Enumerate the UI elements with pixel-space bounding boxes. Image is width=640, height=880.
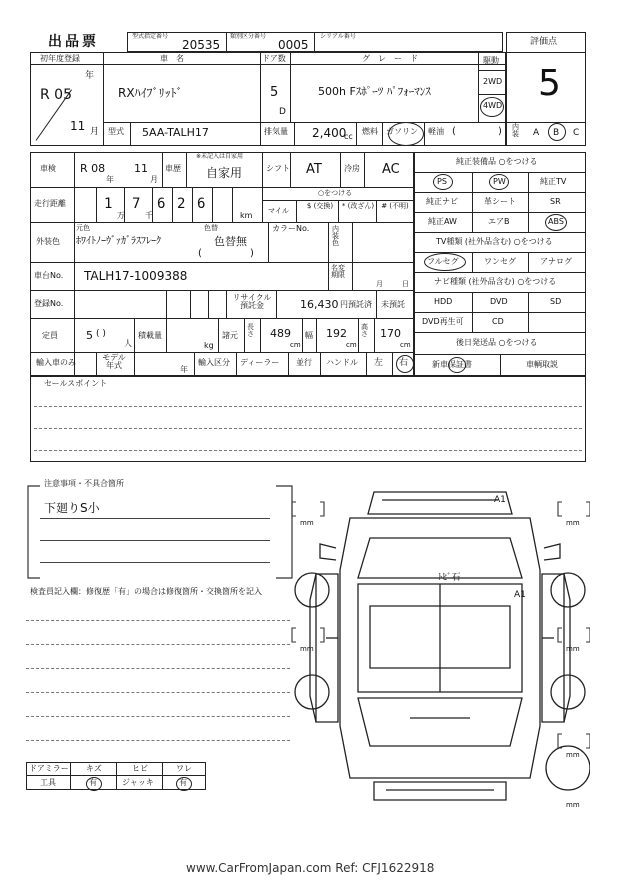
recycle-status: 円預託済	[340, 300, 372, 309]
ac-value: AC	[382, 162, 400, 177]
equip-ps-circle	[433, 174, 453, 190]
equip-tv: 純正TV	[540, 177, 567, 186]
color-change-value: 色替無	[214, 235, 247, 248]
mileage-digit-1: 1	[104, 196, 113, 212]
color-orig-label: 元色	[76, 224, 90, 232]
tread-mm-5: mm	[566, 751, 580, 759]
first-reg-era: R 05	[40, 87, 72, 103]
mile-label: マイル	[268, 207, 289, 215]
interior-color-label: 内装色	[332, 225, 339, 247]
displacement-label: 排気量	[264, 127, 288, 136]
inspector-note: 検査員記入欄：修復歴「有」の場合は修復箇所・交換箇所を記入	[30, 587, 262, 596]
car-name: RXﾊｲﾌﾞﾘｯﾄﾞ	[118, 86, 183, 100]
docs-warranty-circle	[448, 357, 466, 373]
tread-mm-1: mm	[300, 519, 314, 527]
month-unit: 月	[90, 127, 100, 137]
footer-ref: www.CarFromJapan.com Ref: CFJ1622918	[186, 861, 435, 875]
door-label: ドア数	[262, 54, 286, 63]
name-change-label: 名変期限	[331, 264, 345, 279]
import-class-label: 輸入区分	[198, 358, 230, 367]
mileage-label: 走行距離	[34, 199, 66, 208]
legend-scratch: キズ	[86, 764, 102, 773]
tv-oneseg: ワンセグ	[484, 257, 516, 266]
tread-mm-2: mm	[566, 519, 580, 527]
width-label: 幅	[305, 331, 313, 340]
navi-dvd: DVD	[490, 297, 508, 306]
navi-hdd: HDD	[434, 297, 453, 306]
capacity-label: 定員	[42, 331, 58, 340]
import-label: 輸入車のみ	[36, 358, 76, 367]
color-no-label: カラーNo.	[272, 224, 310, 233]
drive-4wd: 4WD	[483, 101, 503, 110]
man-unit: 万	[117, 211, 125, 220]
equip-pw: PW	[493, 177, 506, 186]
exchange-label: $ (交換)	[306, 202, 334, 210]
mileage-digit-5: 6	[197, 196, 206, 212]
sen-unit: 千	[145, 211, 153, 220]
legend-tool-yes: 有	[89, 778, 97, 787]
interior-b-circle	[548, 123, 566, 141]
inspection-era: R 08	[80, 162, 106, 175]
mileage-digit-2: 7	[132, 196, 141, 212]
door-count: 5	[270, 85, 279, 100]
import-parallel: 並行	[296, 358, 312, 367]
reg-no-label: 登録No.	[34, 299, 64, 308]
equip-navi: 純正ナビ	[426, 197, 458, 206]
import-dealer: ディーラー	[240, 358, 280, 367]
notes-bracket	[24, 479, 296, 582]
notes-title: 注意事項・不具合箇所	[44, 479, 124, 488]
tv-fullseg-circle	[424, 253, 466, 271]
history-value: 自家用	[206, 166, 243, 180]
tv-title: TV種類 (社外品含む) ○をつける	[436, 237, 553, 246]
legend-jack: ジャッキ	[122, 778, 154, 787]
ac-label: 冷房	[344, 164, 360, 173]
fuel-value: ガソリン	[386, 127, 418, 136]
not-deposited: 未預託	[381, 300, 405, 309]
unknown-label: # (不明)	[381, 202, 409, 210]
width-unit: cm	[346, 341, 357, 349]
color-change-label: 色替	[204, 224, 218, 232]
chassis-label: 車台No.	[34, 271, 64, 280]
car-damage-diagram	[290, 478, 590, 808]
tv-fullseg: フルセグ	[427, 257, 459, 266]
light-oil-label: 軽油	[428, 127, 444, 136]
mileage-digit-3: 6	[157, 196, 166, 212]
equip-abs-circle	[545, 214, 567, 231]
class-no-label: 類別区分番号	[230, 33, 267, 40]
drive-4wd-circle	[480, 97, 504, 117]
drive-label: 駆動	[483, 56, 499, 65]
recycle-amount: 16,430	[300, 298, 339, 311]
legend-crack: ヒビ	[132, 764, 148, 773]
sales-points-label: セールスポイント	[44, 379, 108, 388]
tread-mm-3: mm	[300, 645, 314, 653]
damage-mark-a1-top: A1	[494, 495, 506, 505]
legend-jack-circle	[176, 777, 192, 791]
mileage-circle-note: ○をつける	[318, 189, 353, 197]
car-name-label: 車 名	[160, 54, 184, 63]
name-change-day: 日	[402, 280, 409, 288]
mileage-digit-4: 2	[177, 196, 186, 212]
name-change-month: 月	[376, 280, 383, 288]
fuel-circle	[388, 122, 424, 146]
serial-no-label: シリアル番号	[320, 33, 356, 40]
damage-mark-stone: ﾄﾋﾞ石	[438, 573, 461, 583]
inspection-month: 11	[134, 162, 148, 175]
interior-a: A	[533, 128, 540, 138]
navi-sd: SD	[550, 297, 562, 306]
tread-mm-6: mm	[566, 801, 580, 809]
docs-warranty: 新車保証書	[432, 360, 472, 369]
first-reg-month: 11	[70, 119, 86, 133]
equip-sr: SR	[550, 197, 561, 206]
color-label: 外装色	[36, 237, 60, 246]
equip-leather: 革シート	[484, 197, 516, 206]
equip-airbag: エアB	[488, 217, 510, 226]
docs-manual: 車輌取説	[526, 360, 558, 369]
shift-value: AT	[306, 162, 322, 177]
equip-aw: 純正AW	[428, 217, 457, 226]
class-no: 0005	[278, 38, 309, 52]
navi-title: ナビ種類 (社外品含む) ○をつける	[434, 277, 557, 286]
grade-value: 500h Fｽﾎﾟｰﾂ ﾊﾟﾌｫｰﾏﾝｽ	[318, 85, 431, 98]
interior-b: B	[553, 128, 560, 138]
km-unit: km	[240, 211, 253, 220]
capacity-paren: ( )	[96, 329, 106, 339]
equip-abs: ABS	[548, 217, 564, 226]
length-value: 489	[270, 327, 291, 340]
history-label: 車歴	[165, 164, 181, 173]
tv-analog: アナログ	[540, 257, 572, 266]
year-unit: 年	[85, 71, 95, 81]
model-spec-no-label: 型式指定番号	[132, 33, 169, 40]
damage-mark-a1-side: A1	[514, 590, 526, 600]
chassis-value: TALH17-1009388	[84, 269, 188, 283]
docs-title: 後日発送品 ○をつける	[456, 338, 538, 347]
legend-break: ワレ	[176, 764, 192, 773]
drive-2wd: 2WD	[483, 77, 503, 86]
interior-label: 内装	[512, 123, 519, 138]
legend-tool-circle	[86, 777, 102, 791]
score-value: 5	[538, 63, 561, 104]
height-unit: cm	[400, 341, 411, 349]
equip-ps: PS	[437, 177, 447, 186]
dimension-label: 諸元	[222, 331, 238, 340]
navi-dvd-play: DVD再生可	[422, 317, 464, 326]
color-paren-close: )	[250, 248, 254, 259]
fuel-label: 燃料	[362, 127, 378, 136]
model-year-label: モデル年式	[102, 353, 126, 370]
navi-cd: CD	[492, 317, 504, 326]
score-label: 評価点	[530, 37, 558, 47]
handle-right: 右	[399, 358, 409, 368]
color-value: ﾎﾜｲﾄﾉｰｳﾞｧｶﾞﾗｽﾌﾚｰｸ	[76, 236, 161, 247]
handle-left: 左	[374, 358, 384, 368]
model-year-unit: 年	[180, 365, 188, 374]
handle-label: ハンドル	[326, 358, 358, 367]
load-label: 積載量	[138, 331, 162, 340]
sheet-title: 出品票	[48, 34, 99, 50]
grade-label: グ レ ー ド	[362, 54, 418, 63]
legend-mirror: ドアミラー	[29, 764, 69, 773]
length-label: 長さ	[247, 323, 254, 338]
shift-label: シフト	[266, 164, 290, 173]
tread-mm-4: mm	[566, 645, 580, 653]
cc-unit: cc	[344, 132, 353, 141]
inspection-year-unit: 年	[106, 175, 114, 184]
model-spec-no: 20535	[182, 38, 221, 52]
first-reg-label: 初年度登録	[40, 54, 80, 63]
door-suffix: D	[279, 107, 286, 117]
kg-unit: kg	[204, 341, 214, 350]
capacity-value: 5	[86, 329, 93, 342]
model-type: 5AA-TALH17	[142, 126, 209, 139]
height-value: 170	[380, 327, 401, 340]
handle-right-circle	[396, 355, 414, 373]
recycle-label: リサイクル預託金	[232, 293, 272, 310]
legend-tool: 工具	[40, 778, 56, 787]
inspection-label: 車検	[40, 164, 56, 173]
width-value: 192	[326, 327, 347, 340]
color-paren-open: (	[198, 248, 202, 259]
legend-jack-yes: 有	[179, 778, 187, 787]
person-unit: 人	[124, 339, 132, 348]
displacement: 2,400	[312, 126, 347, 140]
history-note: ※未記入は自家用	[196, 153, 244, 160]
equip-pw-circle	[489, 174, 509, 190]
interior-c: C	[573, 128, 580, 138]
inspection-month-unit: 月	[150, 175, 158, 184]
tamper-label: * (改ざん)	[341, 202, 375, 210]
model-type-label: 型式	[108, 127, 124, 136]
notes-line-1: 下廻りS小	[44, 501, 100, 515]
length-unit: cm	[290, 341, 301, 349]
equipment-title: 純正装備品 ○をつける	[456, 157, 538, 166]
height-label: 高さ	[361, 323, 368, 338]
